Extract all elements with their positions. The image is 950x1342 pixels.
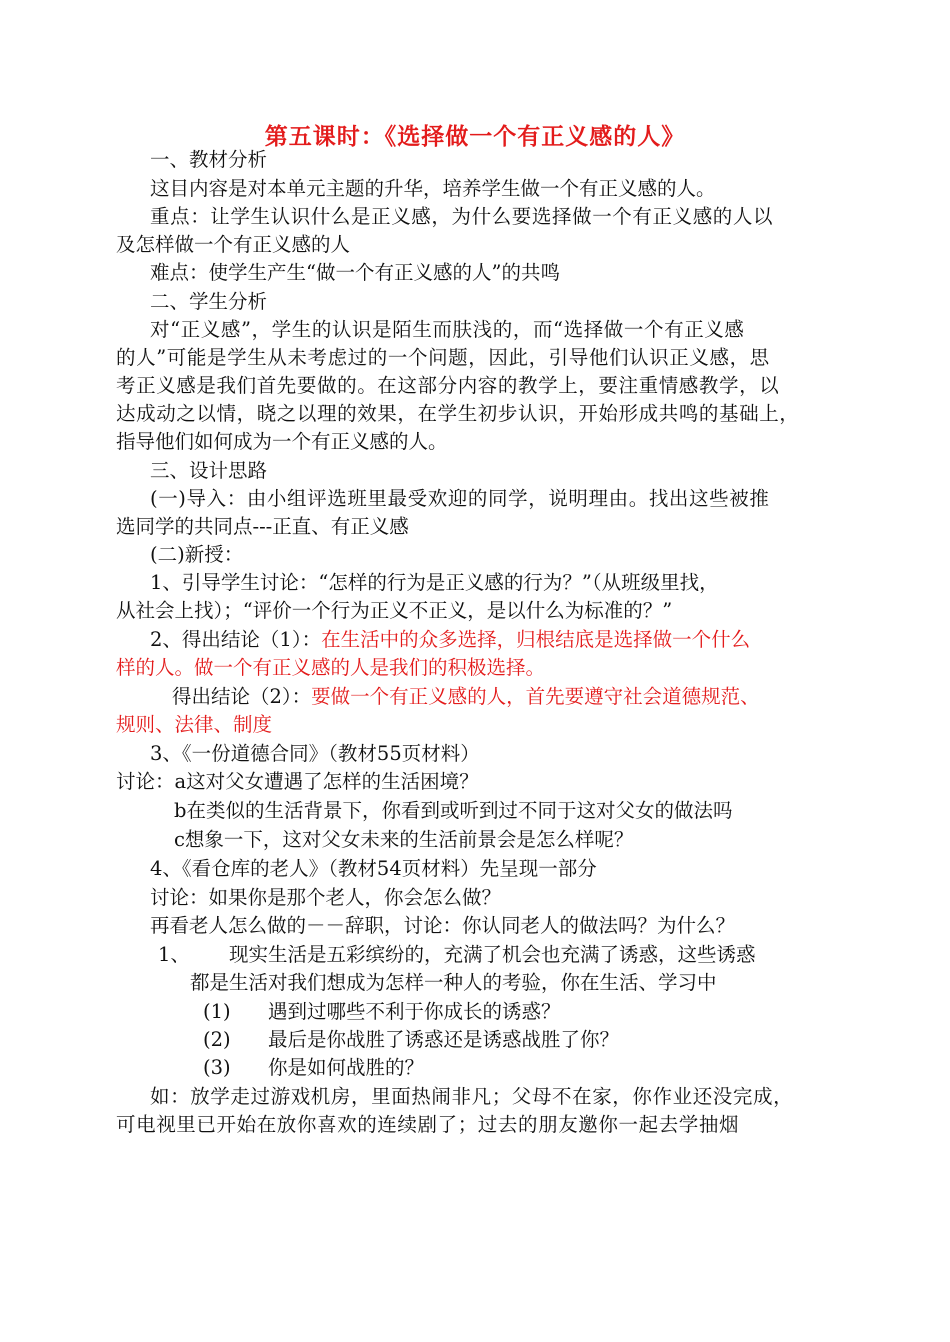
material-summary: 这目内容是对本单元主题的升华，培养学生做一个有正义感的人。 <box>150 177 716 200</box>
key-points-line-2: 及怎样做一个有正义感的人 <box>116 233 351 256</box>
section-heading-design: 三、设计思路 <box>150 459 268 482</box>
discussion-a: 讨论：a这对父女遭遇了怎样的生活困境？ <box>116 770 479 793</box>
item2b-line-1 <box>172 683 760 711</box>
section-heading-students: 二、学生分析 <box>150 290 268 313</box>
section-heading-material: 一、教材分析 <box>150 148 268 171</box>
item2-prefix: 2、得出结论（1）： <box>150 628 322 651</box>
example-line-1: 如：放学走过游戏机房，里面热闹非凡；父母不在家，你作业还没完成， <box>150 1085 794 1108</box>
item5-line-1: 现实生活是五彩缤纷的，充满了机会也充满了诱惑，这些诱惑 <box>229 943 756 966</box>
student-analysis-line-5: 指导他们如何成为一个有正义感的人。 <box>116 430 448 453</box>
question-3-number: (3) <box>203 1056 231 1079</box>
intro-line-1: (一)导入：由小组评选班里最受欢迎的同学，说明理由。找出这些被推 <box>150 487 770 510</box>
discussion-c: c想象一下，这对父女未来的生活前景会是怎么样呢？ <box>174 828 634 851</box>
item2b-prefix: 得出结论（2）： <box>172 685 312 708</box>
item1-line-2: 从社会上找）；“评价一个行为正义不正义，是以什么为标准的？” <box>116 599 673 622</box>
student-analysis-line-4: 达成动之以情，晓之以理的效果，在学生初步认识，开始形成共鸣的基础上， <box>116 402 800 425</box>
item5-number: 1、 <box>158 943 190 966</box>
item4-heading: 4、《看仓库的老人》（教材54页材料）先呈现一部分 <box>150 857 597 880</box>
question-1: 遇到过哪些不利于你成长的诱惑？ <box>268 1000 561 1023</box>
question-2: 最后是你战胜了诱惑还是诱惑战胜了你？ <box>268 1028 620 1051</box>
item4-followup: 再看老人怎么做的－－辞职，讨论：你认同老人的做法吗？为什么？ <box>150 914 736 937</box>
lesson-title: 第五课时：《选择做一个有正义感的人》 <box>264 124 686 150</box>
item2b-conclusion-1: 要做一个有正义感的人，首先要遵守社会道德规范、 <box>311 685 760 708</box>
item5-line-2: 都是生活对我们想成为怎样一种人的考验，你在生活、学习中 <box>190 971 717 994</box>
item4-discussion: 讨论：如果你是那个老人，你会怎么做？ <box>150 886 502 909</box>
question-3: 你是如何战胜的？ <box>268 1056 425 1079</box>
new-teaching-heading: (二)新授： <box>150 543 244 566</box>
example-line-2: 可电视里已开始在放你喜欢的连续剧了；过去的朋友邀你一起去学抽烟 <box>116 1113 740 1136</box>
question-2-number: (2) <box>203 1028 231 1051</box>
question-1-number: (1) <box>203 1000 231 1023</box>
student-analysis-line-3: 考正义感是我们首先要做的。在这部分内容的教学上，要注重情感教学，以 <box>116 374 780 397</box>
item2-line-1 <box>150 626 750 654</box>
item2-line-2: 样的人。做一个有正义感的人是我们的积极选择。 <box>116 656 546 679</box>
student-analysis-line-2: 的人”可能是学生从未考虑过的一个问题，因此，引导他们认识正义感，思 <box>116 346 770 369</box>
item2-conclusion-1: 在生活中的众多选择，归根结底是选择做一个什么 <box>321 628 751 651</box>
intro-line-2: 选同学的共同点---正直、有正义感 <box>116 515 409 538</box>
key-points-line-1: 重点：让学生认识什么是正义感，为什么要选择做一个有正义感的人以 <box>150 205 774 228</box>
item3-heading: 3、《一份道德合同》（教材55页材料） <box>150 742 480 765</box>
item2b-line-2: 规则、法律、制度 <box>116 713 273 736</box>
discussion-b: b在类似的生活背景下，你看到或听到过不同于这对父女的做法吗 <box>174 799 733 822</box>
difficult-points: 难点：使学生产生“做一个有正义感的人”的共鸣 <box>150 261 560 284</box>
student-analysis-line-1: 对“正义感”，学生的认识是陌生而肤浅的，而“选择做一个有正义感 <box>150 318 745 341</box>
item1-line-1: 1、引导学生讨论：“怎样的行为是正义感的行为？”（从班级里找， <box>150 571 719 594</box>
